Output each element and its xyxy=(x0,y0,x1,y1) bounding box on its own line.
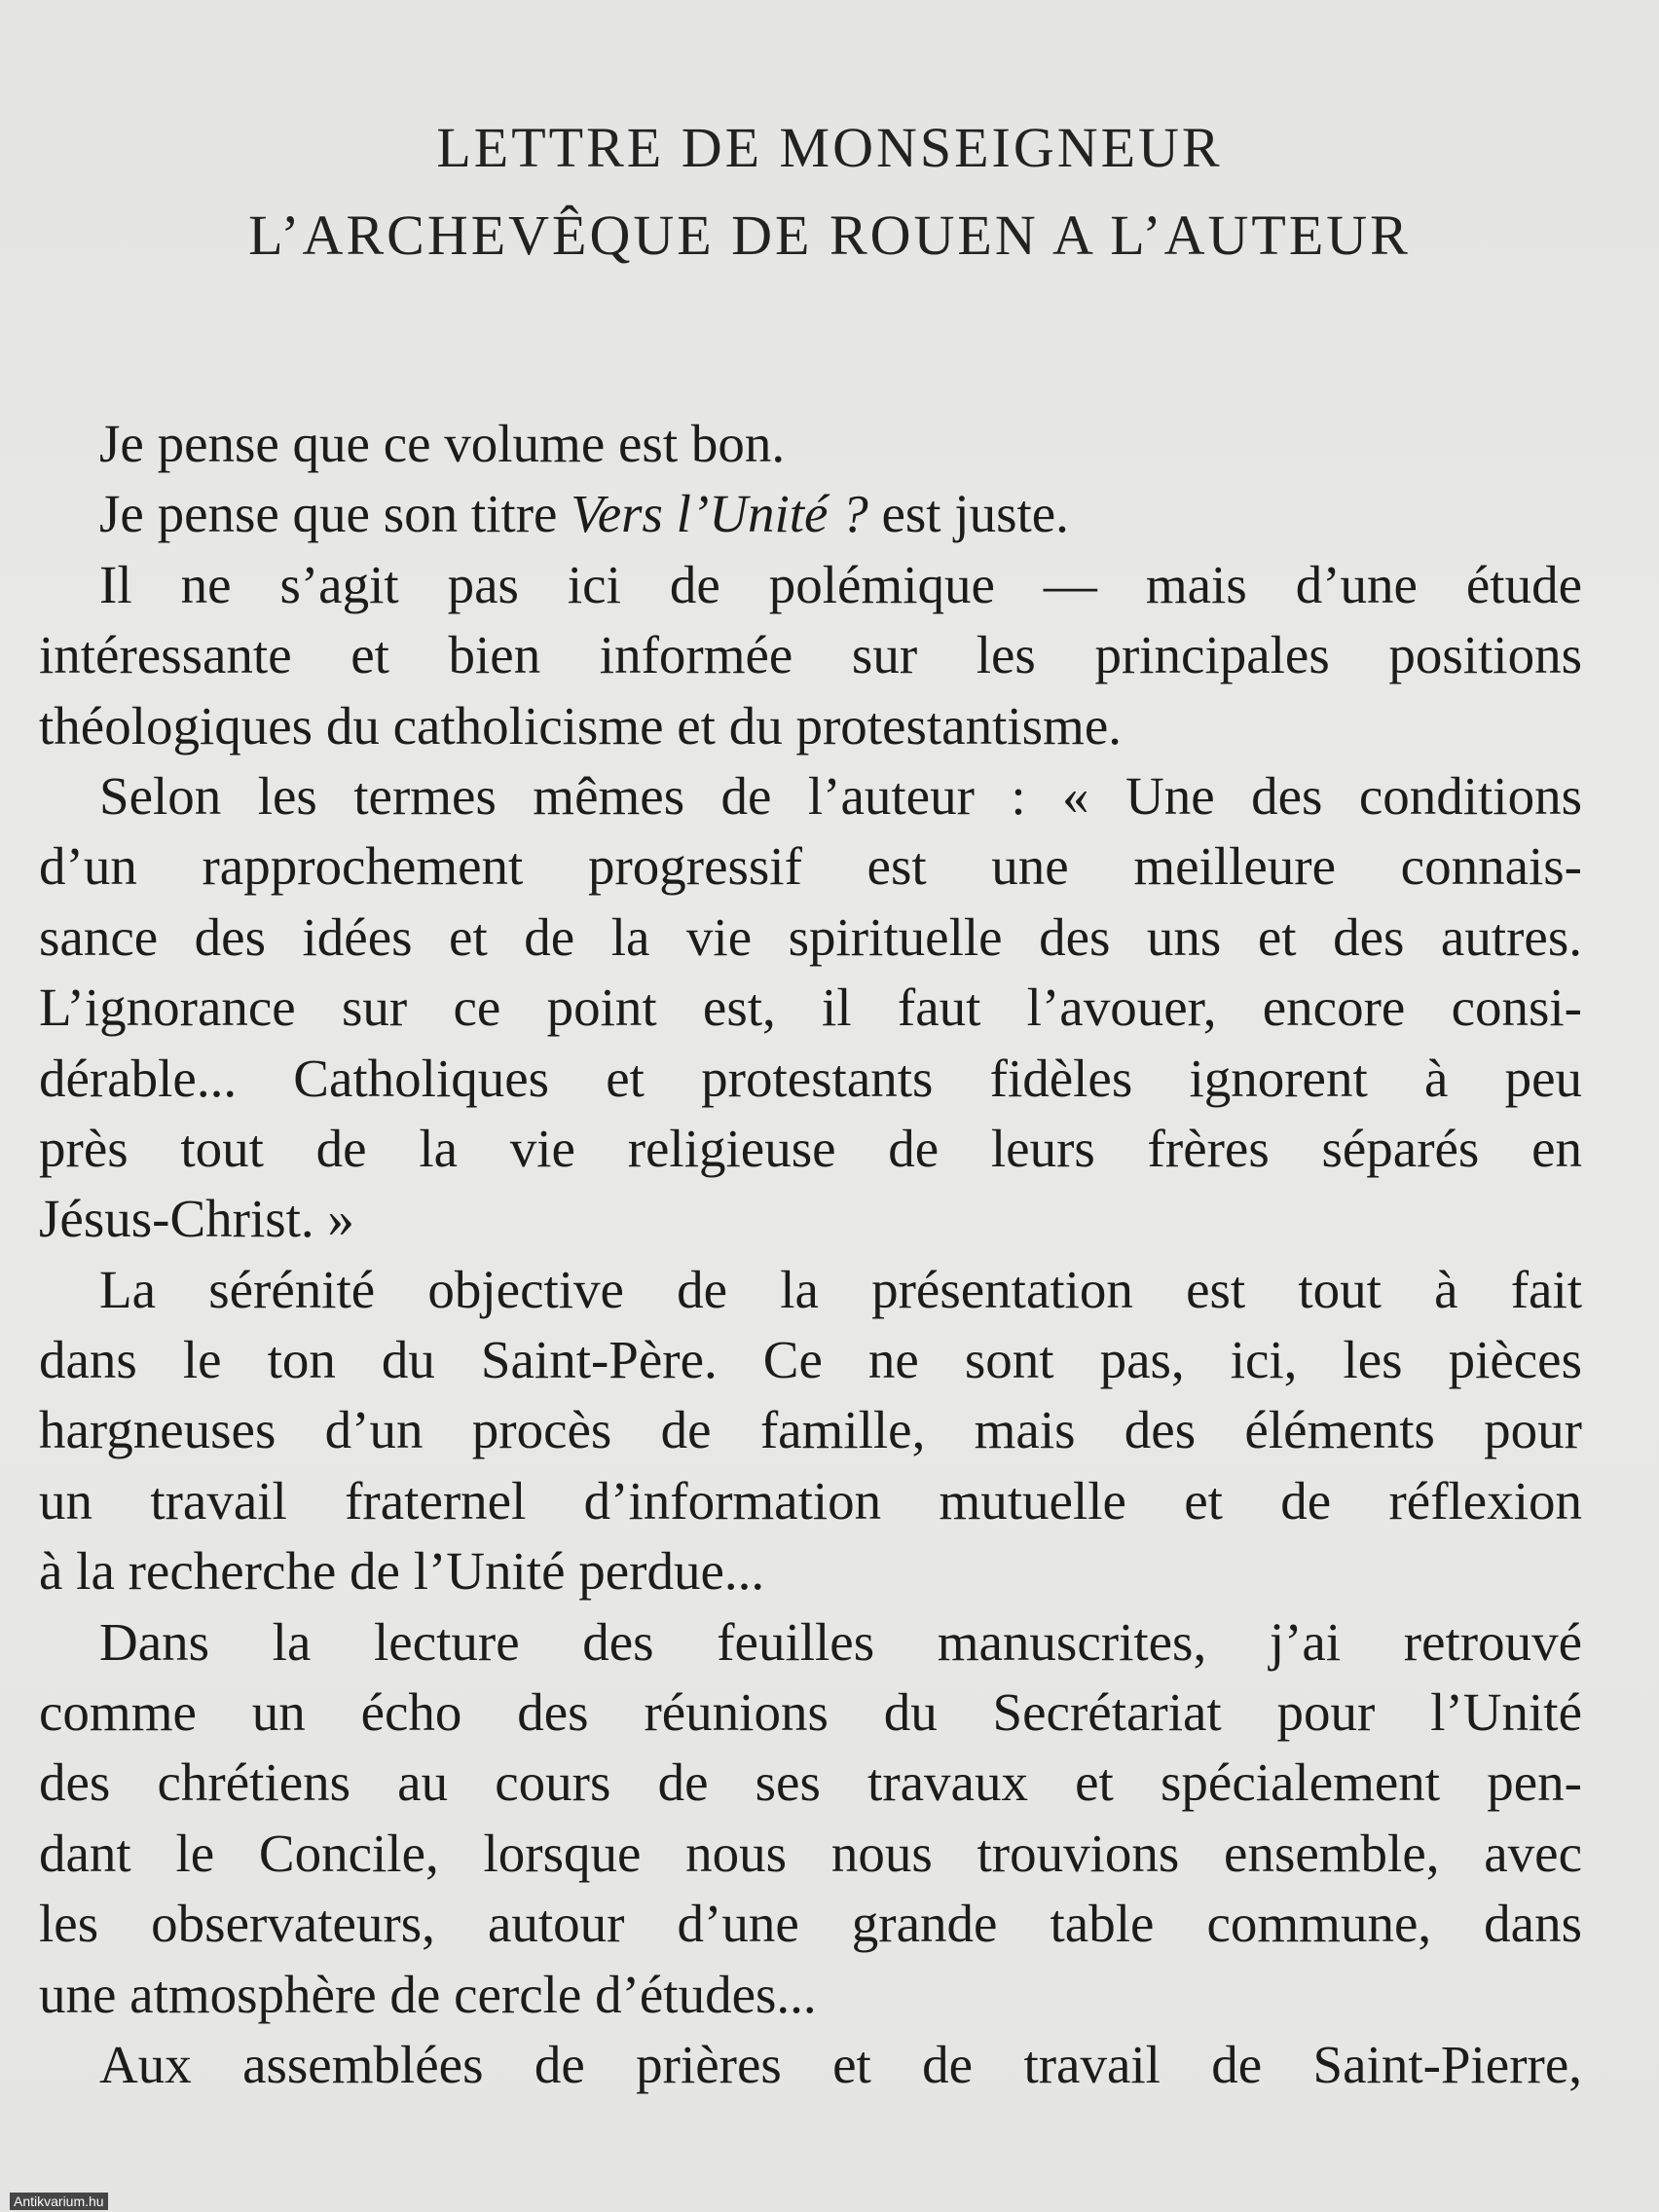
book-title: Vers l’Unité ? xyxy=(571,484,868,544)
text-line: dant le Concile, lorsque nous nous trouvions ensemble, avec xyxy=(39,1823,1582,1883)
text-line: sance des idées et de la vie spirituelle des uns et des autres. xyxy=(39,906,1582,967)
text-line: Selon les termes mêmes de l’auteur : « Une des conditions xyxy=(99,765,1582,826)
text-fragment: Je pense que son titre xyxy=(99,484,571,544)
text-line: Jésus-Christ. » xyxy=(39,1189,354,1249)
text-line: d’un rapprochement progressif est une meilleure connais- xyxy=(39,836,1582,897)
text-line: les observateurs, autour d’une grande table commune, dans xyxy=(39,1894,1582,1954)
text-line: près tout de la vie religieuse de leurs frères séparés en xyxy=(39,1118,1582,1178)
text-line xyxy=(39,479,1582,549)
letter-body xyxy=(39,409,1582,2100)
text-line: comme un écho des réunions du Secrétariat pour l’Unité xyxy=(39,1682,1582,1743)
text-fragment: est juste. xyxy=(867,484,1069,544)
text-line: Dans la lecture des feuilles manuscrites, j’ai retrouvé xyxy=(99,1611,1582,1672)
text-line: La sérénité objective de la présentation est tout à fait xyxy=(99,1259,1582,1319)
page-title-line-1: LETTRE DE MONSEIGNEUR xyxy=(436,116,1223,179)
text-line: théologiques du catholicisme et du protestantisme. xyxy=(39,695,1122,756)
text-line: Il ne s’agit pas ici de polémique — mais d’une étude xyxy=(99,554,1582,614)
text-line: dérable... Catholiques et protestants fidèles ignorent à peu xyxy=(39,1048,1582,1108)
text-line: hargneuses d’un procès de famille, mais des éléments pour xyxy=(39,1400,1582,1460)
text-line: L’ignorance sur ce point est, il faut l’avouer, encore consi- xyxy=(39,977,1582,1038)
page-title-line-2: L’ARCHEVÊQUE DE ROUEN A L’AUTEUR xyxy=(248,203,1411,267)
text-line: intéressante et bien informée sur les principales positions xyxy=(39,625,1582,685)
watermark: Antikvarium.hu xyxy=(10,2193,108,2210)
text-line: un travail fraternel d’information mutuelle et de réflexion xyxy=(39,1470,1582,1530)
text-line: dans le ton du Saint-Père. Ce ne sont pas, ici, les pièces xyxy=(39,1330,1582,1390)
text-line: Je pense que ce volume est bon. xyxy=(99,414,786,473)
text-line: une atmosphère de cercle d’études... xyxy=(39,1964,817,2024)
text-line: Aux assemblées de prières et de travail de Saint-Pierre, xyxy=(99,2034,1582,2094)
text-line: des chrétiens au cours de ses travaux et spécialement pen- xyxy=(39,1752,1582,1813)
text-line: à la recherche de l’Unité perdue... xyxy=(39,1541,765,1602)
